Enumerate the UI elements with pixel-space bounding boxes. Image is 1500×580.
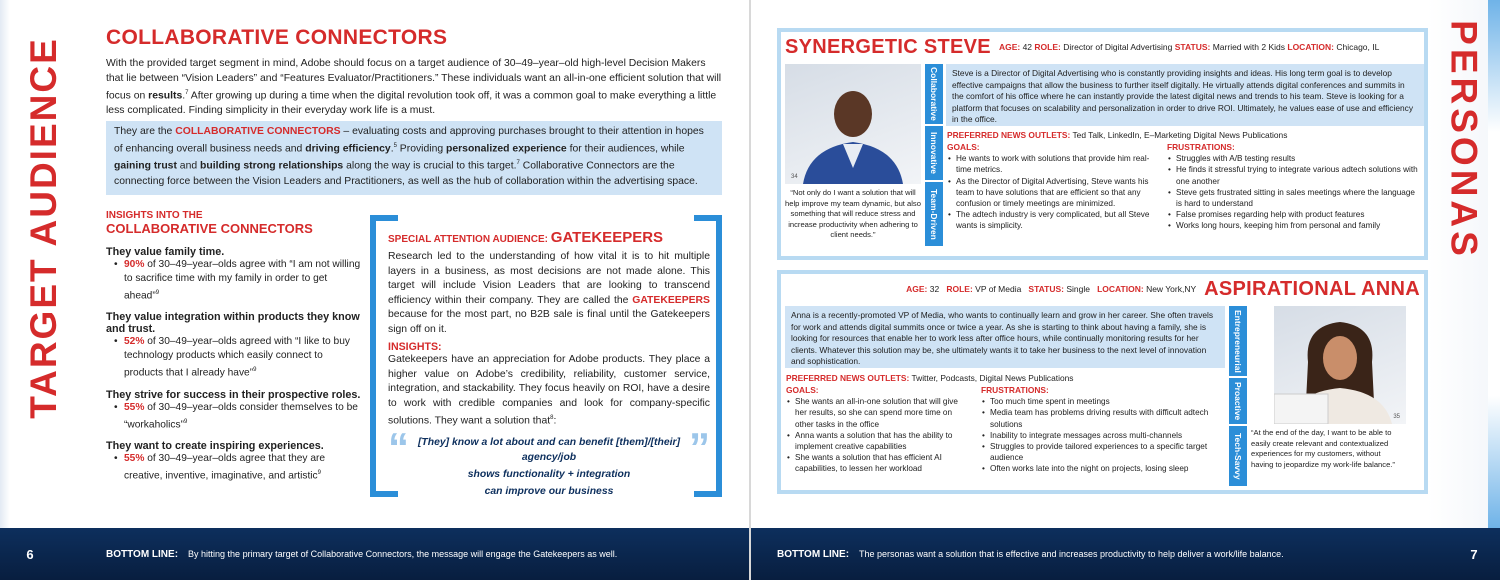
persona-tag: [1229, 306, 1247, 376]
gk-p1b: GATEKEEPERS: [632, 294, 710, 306]
insights-list: [106, 238, 361, 484]
right-page: [751, 0, 1500, 580]
persona-tag: [925, 64, 943, 124]
bottom-line-label: BOTTOM LINE:: [106, 548, 179, 560]
insight-heading: They value family time.: [106, 246, 225, 258]
quote-line: can improve our business: [484, 485, 614, 497]
left-page: [0, 0, 749, 580]
gatekeepers-box: [370, 215, 722, 497]
hl-d-sup: 5: [393, 143, 397, 149]
persona-outlets: [947, 130, 1287, 140]
meta-label: AGE:: [998, 42, 1021, 52]
persona-quote: “Not only do I want a solution that will help improve my team dynamic, but also something that will reduce stress and increase productivity when adhering to client needs.”: [785, 188, 921, 239]
persona-goals: [786, 385, 964, 475]
insight-item: [106, 246, 361, 303]
insight-stat: [106, 452, 361, 483]
meta-role: VP of Media: [975, 284, 1022, 294]
insight-item: [106, 440, 361, 483]
hl-f: personalized experience: [446, 143, 567, 155]
photo-number: 34: [791, 174, 798, 180]
intro-text-1: With the provided target segment in mind, Adobe should focus on a target audience of 30–49–year–old high-level Decision Makers that lie between “Vision Leaders” and “Features Evaluator/Practitioners.” These individuals want an all-in-one efficient solution that will focus on: [106, 58, 722, 102]
insight-text: of 30–49–year–olds agree with “I am not willing to sacrifice time with my family in order to get ahead”: [124, 259, 361, 302]
insight-text: of 30–49–year–olds agree that they are creative, inventive, imaginative, and artistic: [124, 453, 326, 482]
goals-list: [947, 153, 1152, 231]
persona-name: SYNERGETIC STEVE: [785, 35, 991, 58]
gk-p1a: Research led to the understanding of how vital it is to hit multiple layers in a business, as most decisions are not made alone. This target will include Vision Leaders that are looking to transcend efficiency within their company. They are called the: [388, 251, 710, 306]
goal-item: • The adtech industry is very complicated, but all Steve wants is simplicity.: [947, 209, 1152, 231]
person-silhouette-icon: [1274, 306, 1406, 424]
page-number: 7: [1470, 546, 1478, 562]
insight-heading: They want to create inspiring experiences.: [106, 440, 324, 453]
hl-i: and: [176, 160, 201, 172]
persona-tag: [1229, 378, 1247, 424]
quote-line: [They] know a lot about and can benefit [them]/[their] agency/job: [417, 436, 681, 463]
bottom-line-text: By hitting the primary target of Collaborative Connectors, the message will engage the Gatekeepers as well.: [188, 549, 618, 559]
outlets-label: PREFERRED NEWS OUTLETS:: [786, 373, 910, 383]
persona-meta: [906, 284, 1196, 294]
meta-age: 42: [1022, 42, 1033, 52]
outlets-label: PREFERRED NEWS OUTLETS:: [947, 130, 1071, 140]
frustrations-list: [981, 396, 1225, 474]
frustration-item: • Struggles to provide tailored experiences to a specific target audience: [981, 441, 1225, 463]
persona-photo: [1274, 306, 1406, 424]
gatekeepers-quote: [388, 423, 710, 499]
outlets-text: Ted Talk, LinkedIn, E–Marketing Digital News Publications: [1070, 130, 1288, 140]
spine-glow: [1488, 0, 1500, 528]
persona-bio: Anna is a recently-promoted VP of Media, who wants to continually learn and grow in her career. She often travels for work and attends digital summits once or twice a year. As she is starting to think about having a family, she is looking for resources that enable her to work less after office hours, while continually monitoring results for her clients. Whatever this solution may be, she ultimately wants it to take her business to the next level of innovation and sophistication.: [785, 306, 1225, 368]
quote-line: shows functionality + integration: [467, 468, 631, 480]
hl-h: gaining trust: [114, 160, 177, 172]
tag-label: Proactive: [1233, 381, 1243, 421]
gatekeepers-heading: [388, 229, 710, 246]
frustration-item: • Inability to integrate messages across multi-channels: [981, 430, 1225, 441]
person-silhouette-icon: [785, 64, 921, 184]
goal-item: • She wants a solution that has efficient AI capabilities, to lessen her workload: [786, 452, 964, 474]
tag-label: Collaborative: [929, 67, 939, 121]
insight-pct: 52%: [124, 336, 145, 348]
insight-item: [106, 311, 361, 380]
goals-list: [786, 396, 964, 474]
persona-header: [781, 32, 1424, 62]
tag-label: Tech-Savvy: [1233, 432, 1243, 480]
persona-meta: [999, 42, 1379, 52]
page-heading: COLLABORATIVE CONNECTORS: [106, 26, 448, 49]
frustration-item: • He finds it stressful trying to integrate various adtech solutions with one another: [1167, 164, 1422, 186]
frustration-item: • Often works late into the night on projects, losing sleep: [981, 463, 1225, 474]
intro-sup: 7: [185, 90, 189, 96]
gk-p1c: because for the most part, no B2B sale is final until the Gatekeepers sign off on it.: [388, 309, 710, 335]
insight-sup: 9: [155, 290, 160, 296]
hl-b: COLLABORATIVE CONNECTORS: [175, 126, 341, 137]
frustration-item: • Too much time spent in meetings: [981, 396, 1225, 407]
meta-label: STATUS:: [1028, 284, 1064, 294]
gatekeepers-content: [388, 229, 710, 501]
insight-sup: 9: [253, 367, 257, 374]
gk-name: GATEKEEPERS: [550, 229, 664, 246]
frustrations-label: FRUSTRATIONS:: [981, 385, 1049, 395]
page-number: 6: [26, 546, 34, 562]
insights-big-title: COLLABORATIVE CONNECTORS: [106, 221, 313, 236]
intro-paragraph: [106, 56, 722, 118]
intro-period: .: [182, 90, 186, 102]
intro-bold: results: [148, 90, 183, 102]
meta-location: New York,NY: [1146, 284, 1197, 294]
spine-glow: [0, 0, 10, 528]
intro-text-2: After growing up during a time when the digital revolution took off, it was a common goal to make everything a little less complicated. Finding simplicity in their everyday work life is a must.: [106, 90, 717, 117]
target-audience-title: TARGET AUDIENCE: [23, 37, 64, 419]
insight-item: [106, 389, 361, 432]
goal-item: • He wants to work with solutions that provide him real-time metrics.: [947, 153, 1152, 175]
tag-label: Innovative: [929, 131, 939, 175]
insight-text: of 30–49–year–olds consider themselves to be “workaholics”: [124, 401, 358, 431]
frustrations-list: [1167, 153, 1422, 231]
insight-sup: 9: [317, 470, 321, 477]
hl-c: – evaluating costs and approving purchases brought to their attention in hopes of enhancing overall business needs and: [114, 126, 704, 155]
tag-label: Entrepreneurial: [1233, 309, 1243, 373]
meta-location: Chicago, IL: [1336, 42, 1380, 52]
left-footer: [0, 528, 749, 580]
persona-goals: [947, 142, 1152, 232]
persona-outlets: [786, 373, 1073, 383]
persona-tags: [925, 64, 943, 248]
persona-tag: [1229, 426, 1247, 486]
meta-label: STATUS:: [1174, 42, 1211, 52]
meta-label: LOCATION:: [1287, 42, 1334, 52]
meta-status: Married with 2 Kids: [1212, 42, 1285, 52]
goal-item: • Anna wants a solution that has the ability to implement creative capabilities: [786, 430, 964, 452]
persona-tags: [1229, 306, 1247, 488]
hl-d: driving efficiency: [305, 143, 391, 155]
meta-label: ROLE:: [946, 284, 973, 294]
insights-heading: [106, 210, 313, 236]
persona-bio: Steve is a Director of Digital Advertising who is constantly providing insights and ideas. His long term goal is to develop effective campaigns that allow the business to further itself digitally. He virtually attends digital conferences and summits in the comfort of his office where he can instantly provide the latest digital news and trends to his team. Steve is looking for a platform that focuses on scalability and personalization in order to drive ROI. Ultimately, he values ease of use and efficiency in the office.: [946, 64, 1424, 126]
persona-photo: [785, 64, 921, 184]
hl-g: for their audiences, while: [566, 143, 685, 155]
bottom-line-label: BOTTOM LINE:: [777, 548, 850, 560]
persona-tag: [925, 126, 943, 180]
gk-p2-sup: 8: [550, 415, 554, 421]
insight-pct: 55%: [124, 453, 145, 465]
outlets-text: Twitter, Podcasts, Digital News Publications: [909, 373, 1074, 383]
frustration-item: • Media team has problems driving results with difficult adtech solutions: [981, 407, 1225, 429]
insight-stat: [106, 401, 361, 432]
open-quote-icon: “: [388, 423, 409, 471]
persona-card-steve: [777, 28, 1428, 260]
persona-quote: “At the end of the day, I want to be able to easily create relevant and contextualized experiences for my customers, without having to jeopardize my work-life balance.”: [1251, 428, 1395, 469]
meta-role: Director of Digital Advertising: [1063, 42, 1173, 52]
photo-number: 35: [1393, 414, 1400, 420]
meta-status: Single: [1066, 284, 1090, 294]
insight-stat: [106, 258, 361, 303]
gk-label: SPECIAL ATTENTION AUDIENCE:: [388, 234, 551, 245]
hl-l: Collaborative Connectors are the connecting force between the Vision Leaders and Practitioners, as well as the hub of collaboration within the advertising space.: [114, 160, 698, 187]
insight-pct: 55%: [124, 401, 145, 413]
meta-label: LOCATION:: [1097, 284, 1144, 294]
insight-pct: 90%: [124, 259, 145, 270]
frustration-item: • Works long hours, keeping him from personal and family: [1167, 220, 1422, 231]
hl-k: along the way is crucial to this target.: [343, 160, 517, 172]
persona-frustrations: [1167, 142, 1422, 232]
gk-p2-end: :: [553, 415, 557, 427]
insight-text: of 30–49–year–olds agreed with “I like to buy technology products which easily connect to products that I already have”: [124, 336, 350, 379]
highlight-box: [106, 121, 722, 195]
gatekeepers-paragraph: [388, 250, 710, 337]
persona-tag: [925, 182, 943, 246]
insight-heading: They value integration within products they know and trust.: [106, 311, 360, 336]
goal-item: • She wants an all-in-one solution that will give her results, so she can spend more time on other tasks in the office: [786, 396, 964, 430]
goals-label: GOALS:: [786, 385, 819, 395]
close-quote-icon: ”: [689, 423, 710, 471]
frustration-item: • Steve gets frustrated sitting in sales meetings where the language is hard to understand: [1167, 187, 1422, 209]
frustration-item: • False promises regarding help with product features: [1167, 209, 1422, 220]
hl-period: .: [390, 143, 394, 155]
persona-name: ASPIRATIONAL ANNA: [1204, 277, 1420, 300]
persona-header: [781, 274, 1424, 304]
persona-frustrations: [981, 385, 1225, 475]
persona-card-anna: [777, 270, 1428, 494]
insight-heading: They strive for success in their prospective roles.: [106, 388, 361, 401]
goals-label: GOALS:: [947, 142, 980, 152]
hl-e: Providing: [396, 143, 447, 155]
insights-small-title: INSIGHTS INTO THE: [106, 210, 203, 221]
right-footer: [751, 528, 1500, 580]
gatekeepers-insights-label: INSIGHTS:: [388, 341, 442, 353]
meta-label: ROLE:: [1034, 42, 1061, 52]
goal-item: • As the Director of Digital Advertising, Steve wants his team to have solutions that are efficient so that any confusion or timely meetings are minimized.: [947, 176, 1152, 210]
tag-label: Team-Driven: [929, 188, 939, 240]
frustrations-label: FRUSTRATIONS:: [1167, 142, 1235, 152]
hl-a: They are the: [114, 126, 176, 137]
gk-p2: Gatekeepers have an appreciation for Adobe products. They place a higher value on Adobe’s credibility, reliability, customer service, integration, and stackability. They focus heavily on ROI, have a desire to work with credible companies and look for company-specific solutions. They want a solution that: [388, 354, 710, 427]
insight-sup: 9: [184, 418, 188, 425]
frustration-item: • Struggles with A/B testing results: [1167, 153, 1422, 164]
insight-stat: [106, 335, 361, 380]
bottom-line-text: The personas want a solution that is effective and increases productivity to help deliver a work/life balance.: [859, 549, 1284, 559]
meta-age: 32: [929, 284, 940, 294]
hl-j: building strong relationships: [200, 160, 344, 172]
gatekeepers-insights-paragraph: [388, 353, 710, 429]
personas-title: PERSONAS: [1444, 20, 1485, 260]
meta-label: AGE:: [906, 284, 928, 294]
hl-k-sup: 7: [516, 160, 520, 167]
